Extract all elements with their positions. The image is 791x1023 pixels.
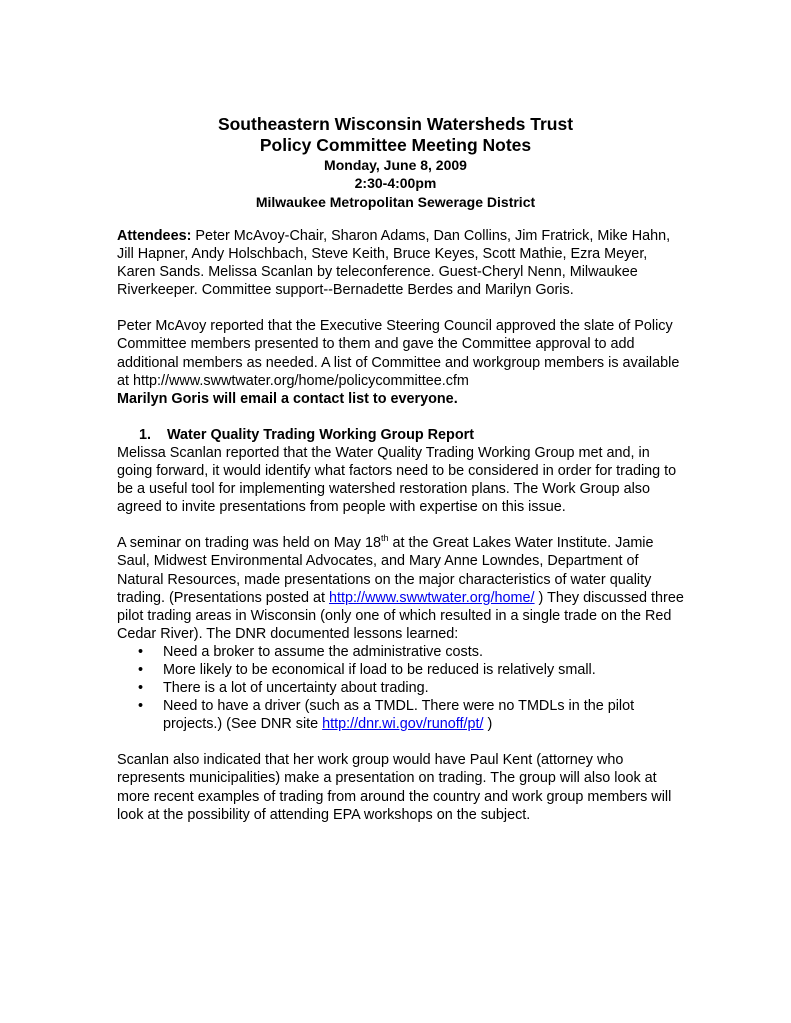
meeting-date: Monday, June 8, 2009 bbox=[324, 157, 467, 173]
lessons-list bbox=[117, 643, 687, 733]
list-item bbox=[117, 697, 687, 733]
seminar-text-mid: at the Great Lakes Water Institute. Jamie Saul, Midwest Environmental Advocates, and Mary Anne Lowndes, Department of Natural Resources, made presentations on the major characteristics of water quality trading. (Presentations posted at bbox=[117, 535, 654, 606]
action-item: Marilyn Goris will email a contact list to everyone. bbox=[117, 390, 458, 407]
presentations-link[interactable]: http://www.swwtwater.org/home/ bbox=[329, 589, 535, 606]
dnr-site-link[interactable]: http://dnr.wi.gov/runoff/pt/ bbox=[322, 716, 484, 733]
document-body bbox=[117, 227, 687, 842]
section-paragraph-2 bbox=[117, 534, 687, 643]
list-item-text-end: ) bbox=[483, 716, 493, 733]
document-header bbox=[0, 114, 791, 211]
meeting-venue: Milwaukee Metropolitan Sewerage District bbox=[255, 194, 536, 210]
list-item bbox=[117, 643, 687, 661]
section-paragraph-1: Melissa Scanlan reported that the Water Quality Trading Working Group met and, in going forward, it would identify what factors need to be considered in order for trading to be a useful tool for implementing watershed restoration plans. The Work Group also agreed to invite presentations from people with expertise on this issue. bbox=[117, 444, 677, 516]
section-paragraph-3: Scanlan also indicated that her work group would have Paul Kent (attorney who represents municipalities) make a presentation on trading. The group will also look at more recent examples of trading from around the country and work group members will look at the possibility of attending EPA workshops on the subject. bbox=[117, 752, 672, 823]
section-heading bbox=[117, 426, 687, 444]
bullet-icon: • bbox=[138, 698, 144, 715]
attendees-list: Peter McAvoy-Chair, Sharon Adams, Dan Collins, Jim Fratrick, Mike Hahn, Jill Hapner, Andy Holschbach, Steve Keith, Bruce Keyes, Scott Mathie, Ezra Meyer, Karen Sands. Melissa Scanlan by teleconference. Guest-Cheryl Nenn, Milwaukee Riverkeeper. Committee support--Bernadette Berdes and Marilyn Goris. bbox=[117, 228, 671, 299]
list-item-text: Need to have a driver (such as a TMDL. There were no TMDLs in the pilot projects.) (See DNR site bbox=[163, 698, 635, 733]
list-item-text: There is a lot of uncertainty about trading. bbox=[163, 680, 429, 697]
list-item-text: More likely to be economical if load to be reduced is relatively small. bbox=[163, 661, 596, 678]
seminar-text-end: ) They discussed three pilot trading areas in Wisconsin (only one of which resulted in a single trade on the Red Cedar River). The DNR documented lessons learned: bbox=[117, 589, 684, 642]
list-item bbox=[117, 661, 687, 679]
meeting-title: Policy Committee Meeting Notes bbox=[259, 135, 532, 155]
bullet-icon: • bbox=[138, 680, 144, 697]
section-number: 1. bbox=[139, 426, 152, 443]
bullet-icon: • bbox=[138, 661, 144, 678]
section-title: Water Quality Trading Working Group Report bbox=[167, 426, 475, 443]
list-item-text: Need a broker to assume the administrative costs. bbox=[163, 643, 483, 660]
seminar-text-start: A seminar on trading was held on May 18 bbox=[117, 535, 381, 552]
date-superscript: th bbox=[380, 533, 389, 544]
meeting-time: 2:30-4:00pm bbox=[354, 175, 437, 191]
bullet-icon: • bbox=[138, 643, 144, 660]
list-item bbox=[117, 679, 687, 697]
intro-paragraph bbox=[117, 317, 687, 407]
attendees-paragraph bbox=[117, 227, 687, 299]
organization-title: Southeastern Wisconsin Watersheds Trust bbox=[217, 114, 574, 134]
attendees-label: Attendees: bbox=[117, 228, 192, 244]
intro-text: Peter McAvoy reported that the Executive Steering Council approved the slate of Policy Committee members presented to them and gave the Committee approval to add additional members as needed. A list of Committee and workgroup members is available at http://www.swwtwater.org/home/policycommittee.cfm bbox=[117, 318, 680, 389]
